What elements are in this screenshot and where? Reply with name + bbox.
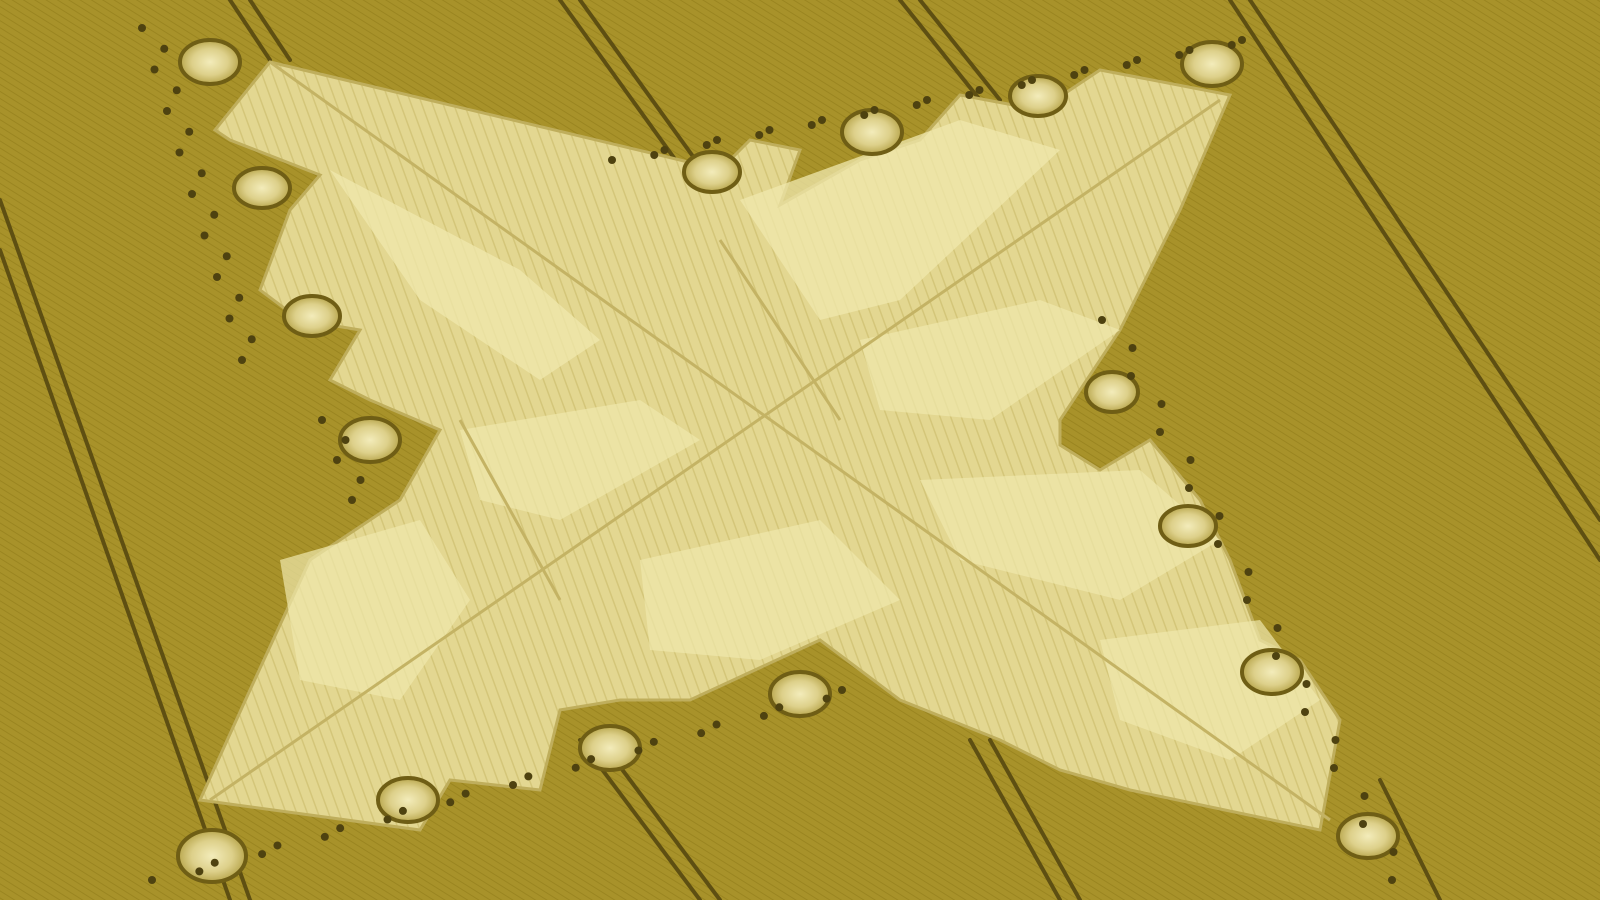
edge-dot xyxy=(213,273,221,281)
edge-dot xyxy=(226,315,234,323)
edge-dot xyxy=(1081,66,1089,74)
edge-dot xyxy=(446,798,454,806)
edge-dot xyxy=(1133,56,1141,64)
edge-dot xyxy=(703,141,711,149)
edge-dot xyxy=(1028,76,1036,84)
edge-dot xyxy=(342,436,350,444)
edge-dot xyxy=(608,156,616,164)
edge-dot xyxy=(1214,540,1222,548)
edge-dot xyxy=(860,111,868,119)
edge-dot xyxy=(1330,764,1338,772)
edge-dot xyxy=(965,91,973,99)
edge-dot xyxy=(1388,876,1396,884)
edge-dot xyxy=(760,712,768,720)
edge-dot xyxy=(1127,372,1135,380)
edge-dot xyxy=(913,101,921,109)
edge-dot xyxy=(1301,708,1309,716)
edge-dot xyxy=(650,151,658,159)
edge-dot xyxy=(195,867,203,875)
edge-dot xyxy=(838,686,846,694)
edge-dot xyxy=(1216,512,1224,520)
edge-dot xyxy=(273,841,281,849)
swirl-circle xyxy=(234,168,290,208)
edge-dot xyxy=(198,169,206,177)
edge-dot xyxy=(1158,400,1166,408)
edge-dot xyxy=(1098,316,1106,324)
edge-dot xyxy=(755,131,763,139)
edge-dot xyxy=(1238,36,1246,44)
edge-dot xyxy=(713,136,721,144)
edge-dot xyxy=(348,496,356,504)
edge-dot xyxy=(1272,652,1280,660)
edge-dot xyxy=(713,721,721,729)
edge-dot xyxy=(1332,736,1340,744)
edge-dot xyxy=(399,807,407,815)
edge-dot xyxy=(976,86,984,94)
edge-dot xyxy=(818,116,826,124)
edge-dot xyxy=(223,252,231,260)
edge-dot xyxy=(1243,596,1251,604)
edge-dot xyxy=(1175,51,1183,59)
edge-dot xyxy=(1274,624,1282,632)
edge-dot xyxy=(238,356,246,364)
edge-dot xyxy=(1070,71,1078,79)
edge-dot xyxy=(1228,41,1236,49)
edge-dot xyxy=(321,833,329,841)
edge-dot xyxy=(188,190,196,198)
edge-dot xyxy=(1186,46,1194,54)
edge-dot xyxy=(173,86,181,94)
edge-dot xyxy=(185,128,193,136)
edge-dot xyxy=(176,149,184,157)
edge-dot xyxy=(661,146,669,154)
edge-dot xyxy=(1303,680,1311,688)
edge-dot xyxy=(163,107,171,115)
edge-dot xyxy=(1185,484,1193,492)
edge-dot xyxy=(1129,344,1137,352)
edge-dot xyxy=(258,850,266,858)
swirl-circle xyxy=(378,778,438,822)
edge-dot xyxy=(524,772,532,780)
swirl-circle xyxy=(1242,650,1302,694)
edge-dot xyxy=(1018,81,1026,89)
edge-dot xyxy=(384,816,392,824)
edge-dot xyxy=(1187,456,1195,464)
swirl-circle xyxy=(178,830,246,882)
edge-dot xyxy=(462,790,470,798)
swirl-circle xyxy=(284,296,340,336)
edge-dot xyxy=(1361,792,1369,800)
edge-dot xyxy=(509,781,517,789)
edge-dot xyxy=(211,859,219,867)
edge-dot xyxy=(318,416,326,424)
edge-dot xyxy=(871,106,879,114)
edge-dot xyxy=(572,764,580,772)
edge-dot xyxy=(587,755,595,763)
swirl-circle xyxy=(1010,76,1066,116)
edge-dot xyxy=(333,456,341,464)
edge-dot xyxy=(235,294,243,302)
edge-dot xyxy=(1156,428,1164,436)
edge-dot xyxy=(1123,61,1131,69)
edge-dot xyxy=(248,335,256,343)
edge-dot xyxy=(138,24,146,32)
edge-dot xyxy=(336,824,344,832)
swirl-circle xyxy=(180,40,240,84)
edge-dot xyxy=(808,121,816,129)
edge-dot xyxy=(151,66,159,74)
edge-dot xyxy=(201,232,209,240)
swirl-circle xyxy=(1160,506,1216,546)
edge-dot xyxy=(923,96,931,104)
swirl-circle xyxy=(684,152,740,192)
edge-dot xyxy=(766,126,774,134)
swirl-circle xyxy=(842,110,902,154)
swirl-circle xyxy=(1338,814,1398,858)
edge-dot xyxy=(1359,820,1367,828)
edge-dot xyxy=(823,695,831,703)
edge-dot xyxy=(357,476,365,484)
edge-dot xyxy=(148,876,156,884)
swirl-circle xyxy=(580,726,640,770)
edge-dot xyxy=(634,746,642,754)
edge-dot xyxy=(160,45,168,53)
edge-dot xyxy=(210,211,218,219)
edge-dot xyxy=(1245,568,1253,576)
edge-dot xyxy=(697,729,705,737)
edge-dot xyxy=(775,703,783,711)
edge-dot xyxy=(650,738,658,746)
edge-dot xyxy=(1390,848,1398,856)
